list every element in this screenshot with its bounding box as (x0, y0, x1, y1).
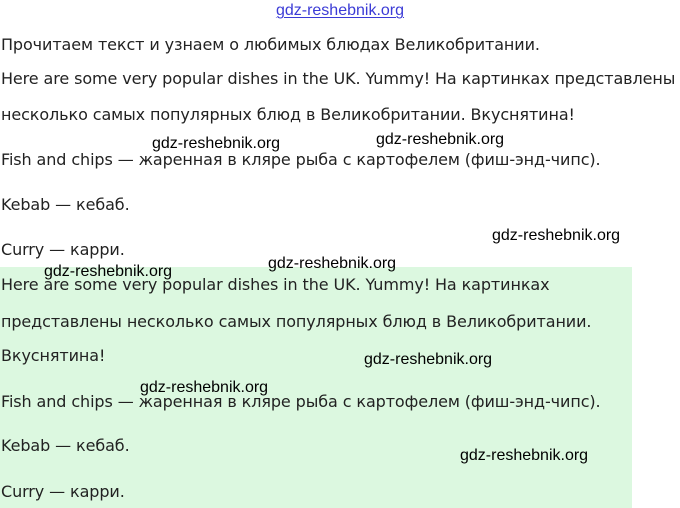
watermark-text: gdz-reshebnik.org (152, 135, 281, 152)
watermark-text: gdz-reshebnik.org (460, 447, 589, 464)
site-header-link[interactable]: gdz-reshebnik.org (275, 2, 405, 19)
watermark-text: gdz-reshebnik.org (364, 351, 493, 368)
answer-text-line: Kebab — кебаб. (1, 436, 130, 455)
answer-text-line: Here are some very popular dishes in the UK. Yummy! На картинках (1, 275, 550, 294)
intro-text-line: несколько самых популярных блюд в Великобритании. Вкуснятина! (1, 105, 575, 124)
watermark-text: gdz-reshebnik.org (140, 379, 269, 396)
intro-text-line: Kebab — кебаб. (1, 195, 130, 214)
watermark-text: gdz-reshebnik.org (376, 131, 505, 148)
watermark-text: gdz-reshebnik.org (492, 227, 621, 244)
intro-text-line: Curry — карри. (1, 240, 125, 259)
answer-text-line: Fish and chips — жаренная в кляре рыба с картофелем (фиш-энд-чипс). (1, 392, 601, 411)
answer-box (0, 267, 632, 508)
intro-text-line: Fish and chips — жаренная в кляре рыба с картофелем (фиш-энд-чипс). (1, 150, 601, 169)
answer-text-line: Curry — карри. (1, 482, 125, 501)
answer-text-line: Вкуснятина! (1, 346, 106, 365)
watermark-text: gdz-reshebnik.org (44, 263, 173, 280)
watermark-text: gdz-reshebnik.org (268, 255, 397, 272)
answer-text-line: представлены несколько самых популярных блюд в Великобритании. (1, 312, 592, 331)
intro-text-line: Прочитаем текст и узнаем о любимых блюдах Великобритании. (1, 35, 540, 54)
intro-text-line: Here are some very popular dishes in the UK. Yummy! На картинках представлены (1, 69, 676, 88)
